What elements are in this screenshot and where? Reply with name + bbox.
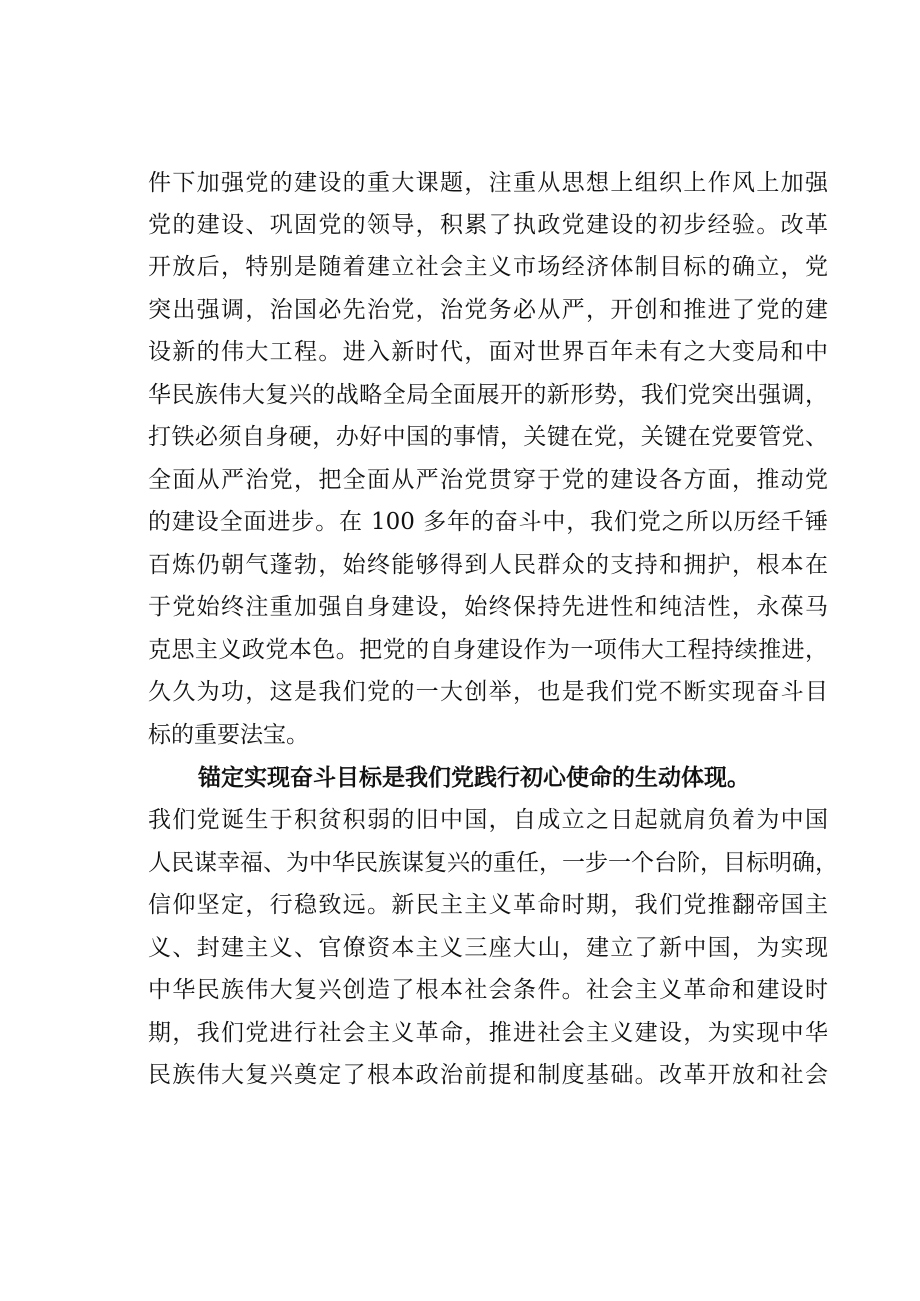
text-line-19: 义、封建主义、官僚资本主义三座大山，建立了新中国，为实现 — [148, 935, 828, 961]
text-line-21: 期，我们党进行社会主义革命，推进社会主义建设，为实现中华 — [148, 1020, 828, 1046]
section-heading: 锚定实现奋斗目标是我们党践行初心使命的生动体现。 — [198, 764, 750, 791]
text-line-8: 全面从严治党，把全面从严治党贯穿于党的建设各方面，推动党 — [148, 467, 828, 493]
text-line-6: 华民族伟大复兴的战略全局全面展开的新形势，我们党突出强调， — [148, 382, 828, 408]
text-line-18: 信仰坚定，行稳致远。新民主主义革命时期，我们党推翻帝国主 — [148, 892, 828, 918]
text-line-11: 于党始终注重加强自身建设，始终保持先进性和纯洁性，永葆马 — [148, 594, 828, 620]
text-line-5: 设新的伟大工程。进入新时代，面对世界百年未有之大变局和中 — [148, 339, 828, 365]
text-line-3: 开放后，特别是随着建立社会主义市场经济体制目标的确立，党 — [148, 254, 828, 280]
text-line-20: 中华民族伟大复兴创造了根本社会条件。社会主义革命和建设时 — [148, 977, 828, 1003]
text-line-14: 标的重要法宝。 — [148, 722, 309, 748]
text-line-16: 我们党诞生于积贫积弱的旧中国，自成立之日起就肩负着为中国 — [148, 807, 828, 833]
text-line-10: 百炼仍朝气蓬勃，始终能够得到人民群众的支持和拥护，根本在 — [148, 552, 828, 578]
text-line-22: 民族伟大复兴奠定了根本政治前提和制度基础。改革开放和社会 — [148, 1062, 828, 1088]
text-line-7: 打铁必须自身硬，办好中国的事情，关键在党，关键在党要管党、 — [148, 424, 828, 450]
text-line-17: 人民谋幸福、为中华民族谋复兴的重任，一步一个台阶，目标明确， — [148, 850, 838, 876]
text-line-2: 党的建设、巩固党的领导，积累了执政党建设的初步经验。改革 — [148, 212, 828, 238]
text-line-9: 的建设全面进步。在 100 多年的奋斗中，我们党之所以历经千锤 — [148, 509, 828, 535]
text-line-12: 克思主义政党本色。把党的自身建设作为一项伟大工程持续推进， — [148, 637, 828, 663]
text-line-4: 突出强调，治国必先治党，治党务必从严，开创和推进了党的建 — [148, 297, 828, 323]
text-line-1: 件下加强党的建设的重大课题，注重从思想上组织上作风上加强 — [148, 170, 828, 196]
text-line-13: 久久为功，这是我们党的一大创举，也是我们党不断实现奋斗目 — [148, 679, 828, 705]
